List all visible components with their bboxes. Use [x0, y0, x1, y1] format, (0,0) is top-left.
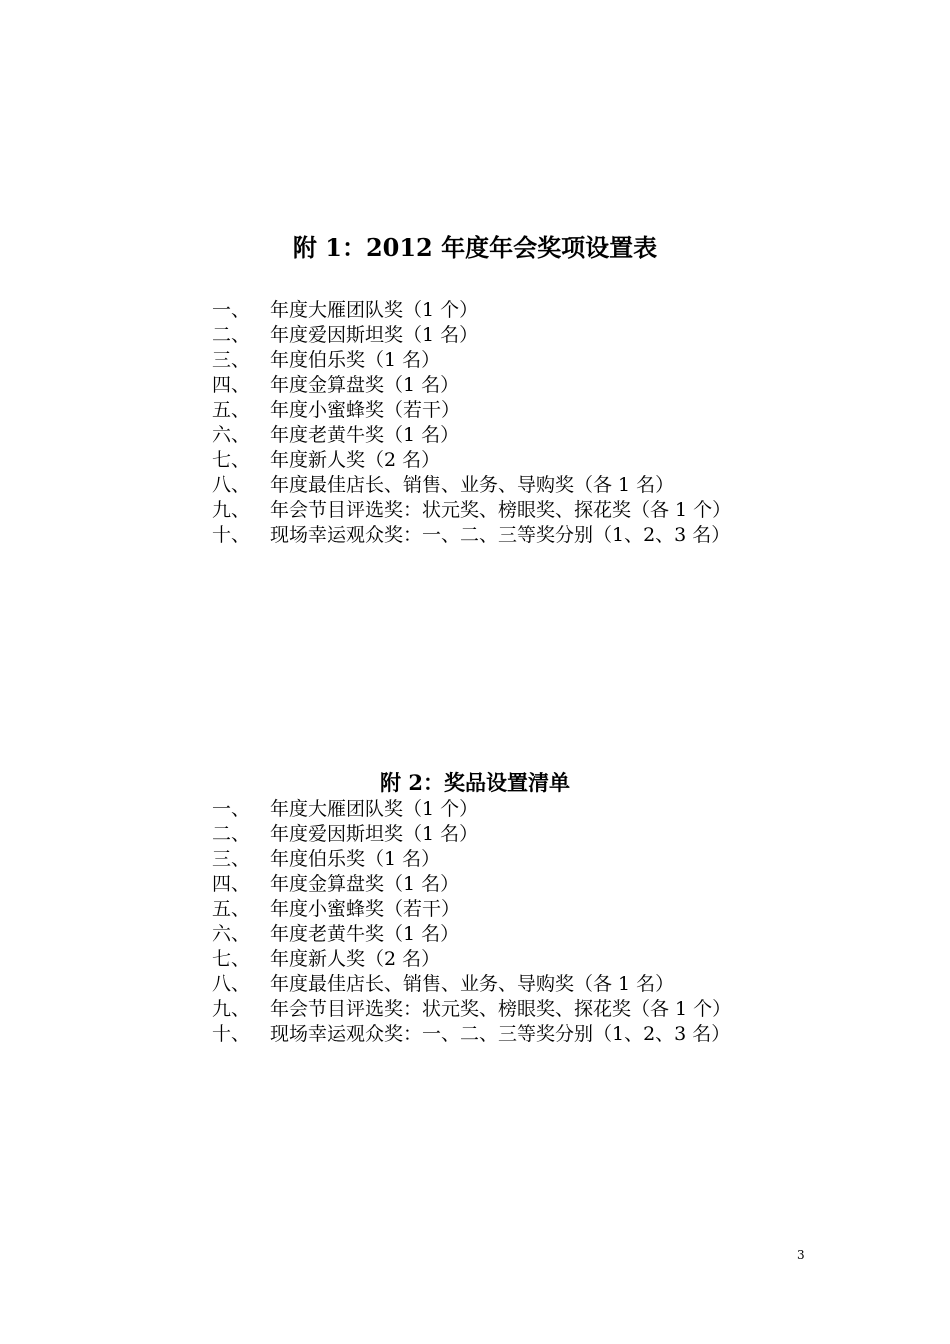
item-text: 年度爱因斯坦奖（1 名）	[270, 324, 479, 346]
page-number: 3	[797, 1248, 805, 1262]
item-number: 二、	[212, 324, 251, 346]
list-item	[212, 872, 731, 897]
list-item	[212, 797, 731, 822]
item-number: 二、	[212, 823, 251, 845]
list-item	[212, 822, 731, 847]
list-item	[212, 398, 731, 423]
award-settings-list	[212, 298, 731, 548]
list-item	[212, 972, 731, 997]
item-text: 现场幸运观众奖：一、二、三等奖分别（1、2、3 名）	[270, 1023, 731, 1045]
item-number: 八、	[212, 474, 251, 496]
prize-list-title: 附 2：奖品设置清单	[380, 770, 570, 795]
item-text: 年度老黄牛奖（1 名）	[270, 424, 460, 446]
item-number: 九、	[212, 998, 251, 1020]
item-number: 五、	[212, 898, 251, 920]
list-item	[212, 423, 731, 448]
item-text: 年度新人奖（2 名）	[270, 449, 441, 471]
item-number: 一、	[212, 299, 251, 321]
item-text: 年度最佳店长、销售、业务、导购奖（各 1 名）	[270, 474, 675, 496]
list-item	[212, 448, 731, 473]
item-text: 年度新人奖（2 名）	[270, 948, 441, 970]
item-number: 三、	[212, 848, 251, 870]
list-item	[212, 298, 731, 323]
item-number: 九、	[212, 499, 251, 521]
item-number: 一、	[212, 798, 251, 820]
item-number: 八、	[212, 973, 251, 995]
item-text: 年度爱因斯坦奖（1 名）	[270, 823, 479, 845]
item-number: 十、	[212, 524, 251, 546]
item-number: 十、	[212, 1023, 251, 1045]
item-text: 年会节目评选奖：状元奖、榜眼奖、探花奖（各 1 个）	[270, 998, 732, 1020]
list-item	[212, 323, 731, 348]
list-item	[212, 997, 731, 1022]
item-number: 三、	[212, 349, 251, 371]
item-number: 七、	[212, 948, 251, 970]
item-text: 年会节目评选奖：状元奖、榜眼奖、探花奖（各 1 个）	[270, 499, 732, 521]
item-number: 四、	[212, 873, 251, 895]
list-item	[212, 498, 731, 523]
list-item	[212, 897, 731, 922]
list-item	[212, 947, 731, 972]
item-text: 年度小蜜蜂奖（若干）	[270, 898, 461, 920]
item-text: 现场幸运观众奖：一、二、三等奖分别（1、2、3 名）	[270, 524, 731, 546]
item-text: 年度金算盘奖（1 名）	[270, 374, 460, 396]
item-text: 年度大雁团队奖（1 个）	[270, 798, 479, 820]
list-item	[212, 922, 731, 947]
list-item	[212, 348, 731, 373]
item-text: 年度最佳店长、销售、业务、导购奖（各 1 名）	[270, 973, 675, 995]
item-number: 四、	[212, 374, 251, 396]
item-text: 年度金算盘奖（1 名）	[270, 873, 460, 895]
item-text: 年度小蜜蜂奖（若干）	[270, 399, 461, 421]
prize-settings-list	[212, 797, 731, 1047]
item-text: 年度伯乐奖（1 名）	[270, 349, 441, 371]
item-number: 五、	[212, 399, 251, 421]
list-item	[212, 847, 731, 872]
item-number: 七、	[212, 449, 251, 471]
item-text: 年度伯乐奖（1 名）	[270, 848, 441, 870]
item-text: 年度老黄牛奖（1 名）	[270, 923, 460, 945]
list-item	[212, 523, 731, 548]
item-number: 六、	[212, 923, 251, 945]
list-item	[212, 1022, 731, 1047]
award-settings-title: 附 1：2012 年度年会奖项设置表	[292, 233, 658, 262]
item-text: 年度大雁团队奖（1 个）	[270, 299, 479, 321]
list-item	[212, 473, 731, 498]
item-number: 六、	[212, 424, 251, 446]
list-item	[212, 373, 731, 398]
